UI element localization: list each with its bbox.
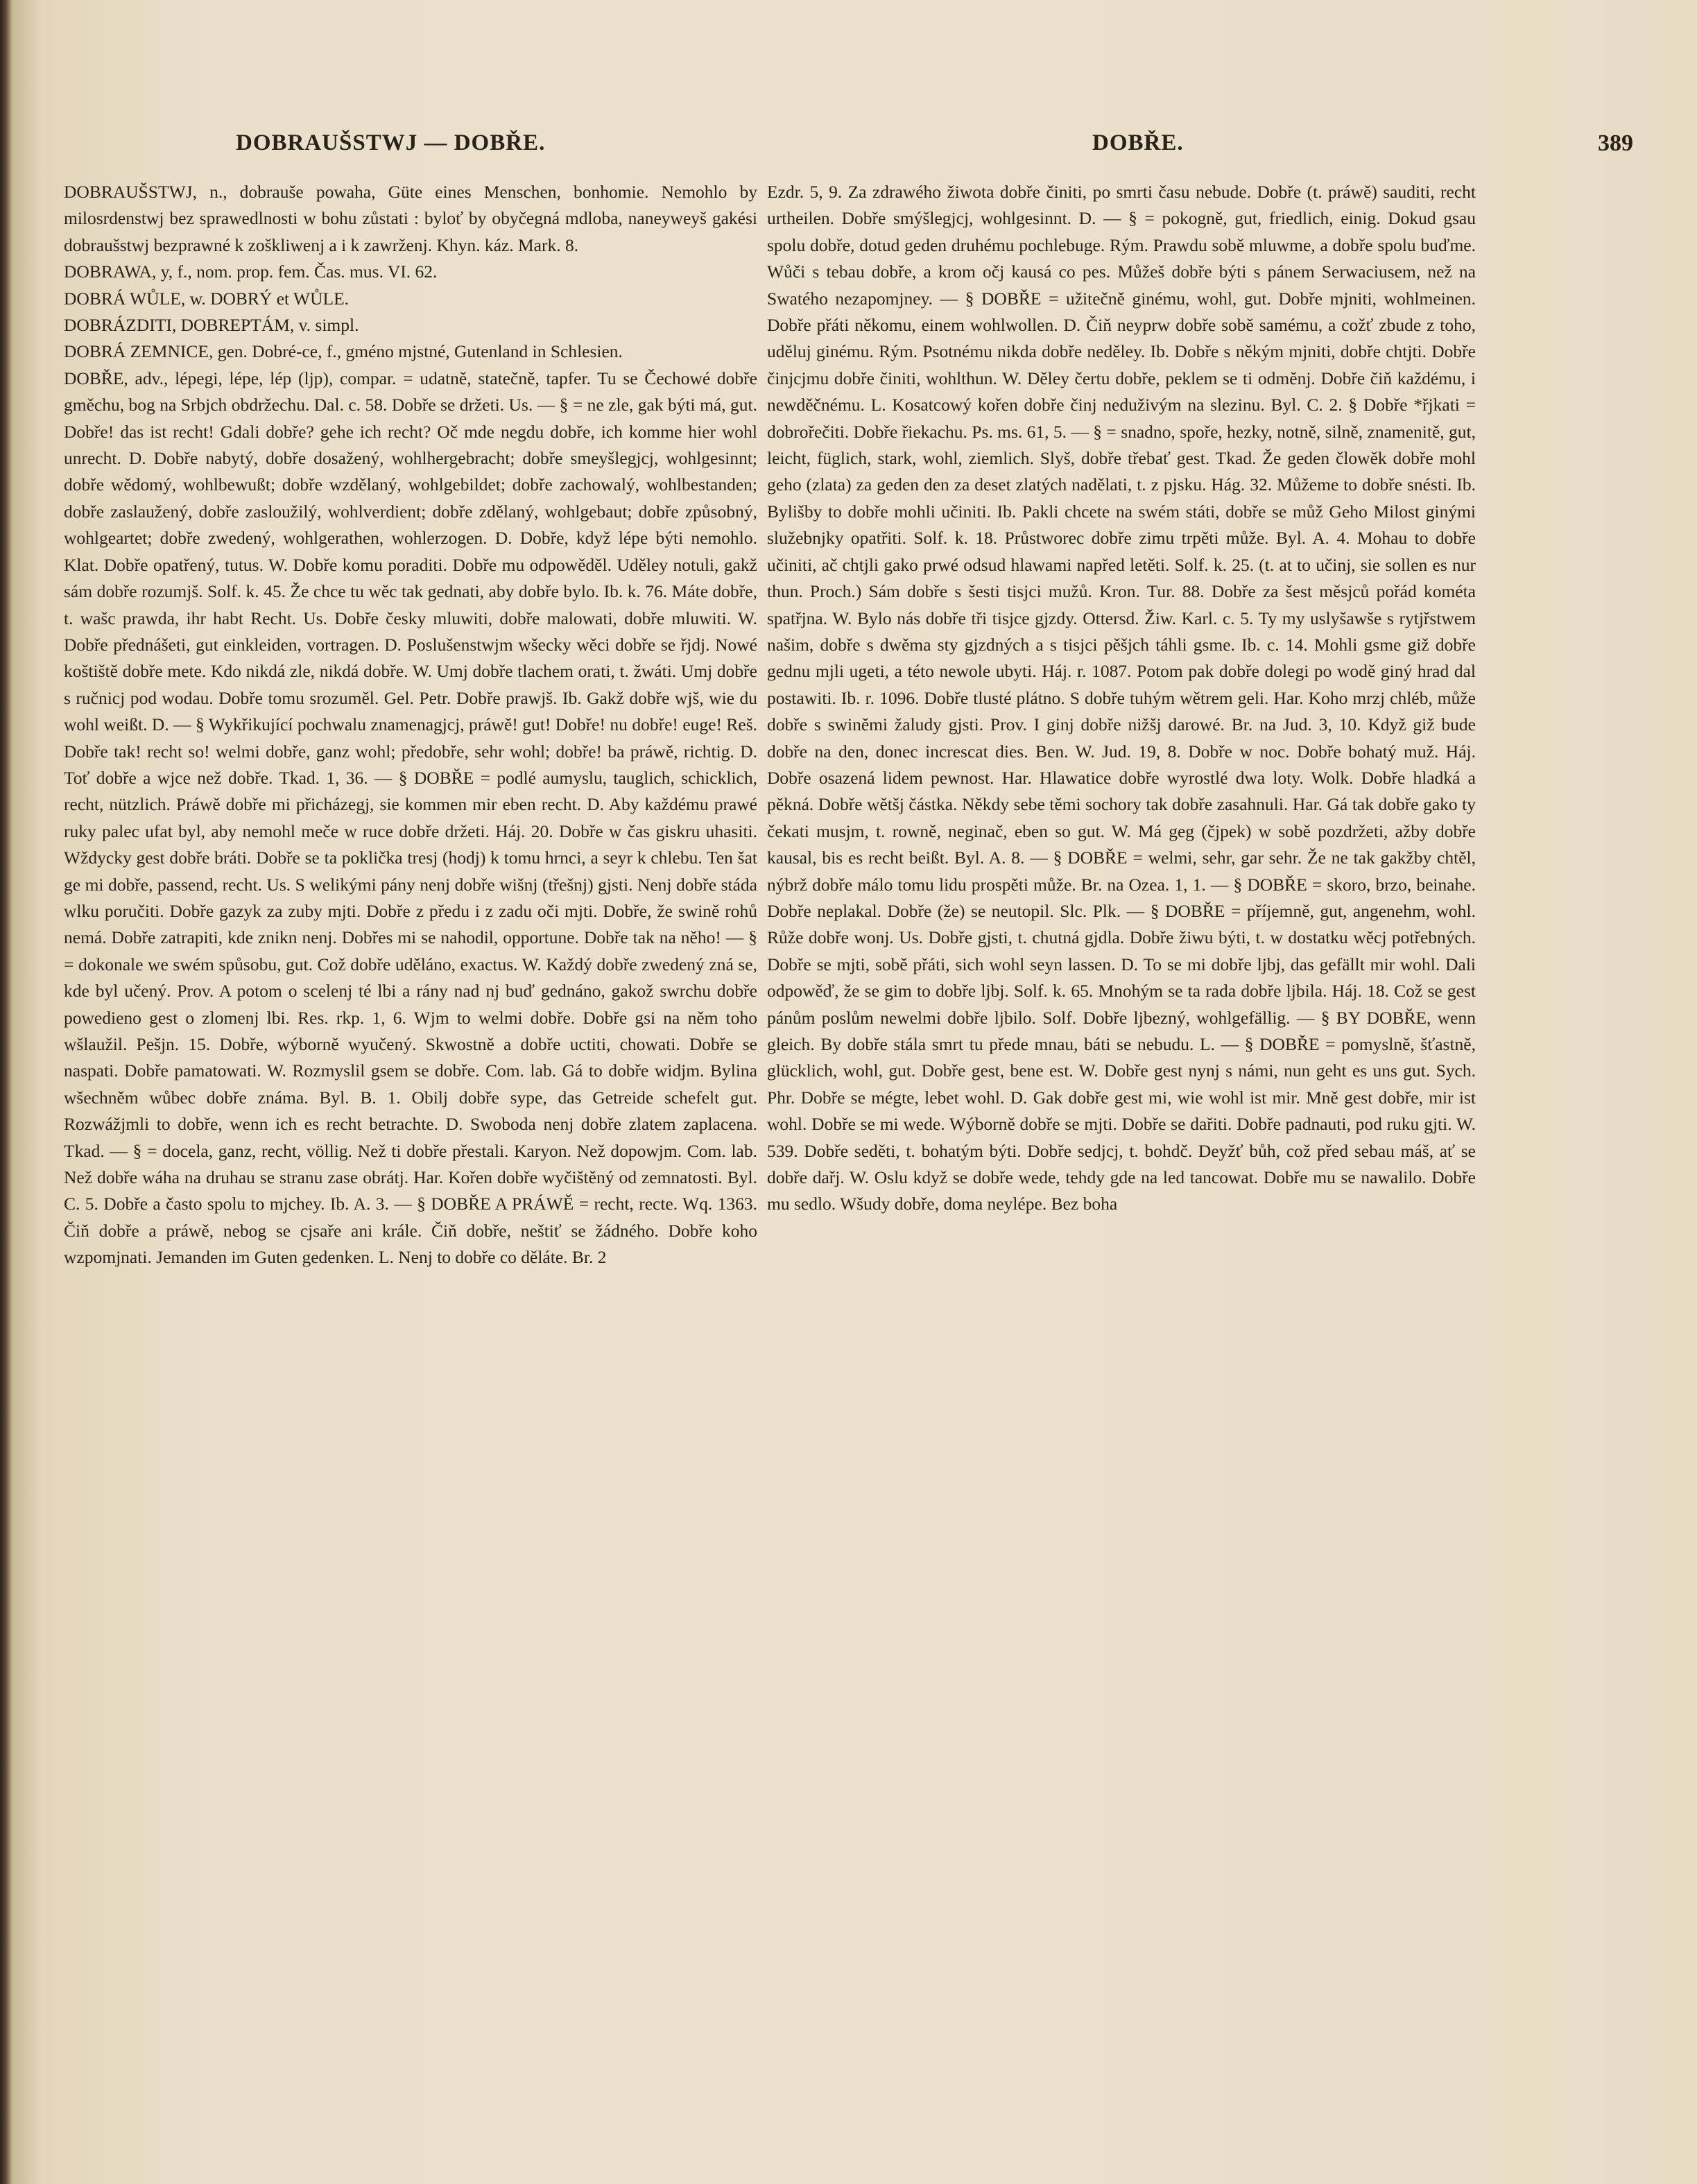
entry-dobrausstwj: DOBRAUŠSTWJ, n., dobrauše powaha, Güte eines Menschen, bonhomie. Nemohlo by milosrdenstwj bez sprawedlnosti w bohu zůstati : byloť by obyčegná mdloba, naneyweyš gakési dobraušstwj bezprawné k zoškliwenj a i k zawrženj. Khyn. káz. Mark. 8.	[64, 182, 757, 255]
entry-dobre-continued: Ezdr. 5, 9. Za zdrawého žiwota dobře činiti, po smrti času nebude. Dobře (t. práwě) sauditi, recht urtheilen. Dobře smýšlegjcj, wohlgesinnt. D. — § = pokogně, gut, friedlich, einig. Dokud gsau spolu dobře, dotud geden druhému pochlebuge. Rým. Prawdu sobě mluwme, a dobře spolu buďme. Wůči s tebau dobře, a krom očj kausá co pes. Můžeš dobře býti s pánem Serwaciusem, než na Swatého nezapomjney. — § DOBŘE = užitečně ginému, wohl, gut. Dobře mjniti, wohlmeinen. Dobře přáti někomu, einem wohlwollen. D. Čiň neyprw dobře sobě samému, a cožť zbude z toho, uděluj ginému. Rým. Psotnému nikda dobře neděley. Ib. Dobře s někým mjniti, dobře chtjti. Dobře činjcjmu dobře činiti, wohlthun. W. Děley čertu dobře, peklem se ti odměnj. Dobře čiň každému, i newděčnému. L. Kosatcowý kořen dobře činj neduživým na slezinu. Byl. C. 2. § Dobře *řjkati = dobrořečiti. Dobře řiekachu. Ps. ms. 61, 5. — § = snadno, spoře, hezky, notně, silně, znamenitě, gut, leicht, füglich, stark, wohl, ziemlich. Slyš, dobře třebať gest. Tkad. Že geden člowěk dobře mohl geho (zlata) za geden den za deset zlatých nadělati, t. z pjsku. Hág. 32. Můžeme to dobře snésti. Ib. Bylišby to dobře mohli učiniti. Ib. Pakli chcete na swém státi, dobře se můž Geho Milost ginými služebnjky opatřiti. Solf. k. 18. Průstworec dobře zimu trpěti může. Byl. A. 4. Mohau to dobře učiniti, ač chtjli gako prwé odsud hlawami napřed letěti. Solf. k. 25. (t. at to učinj, sie sollen es nur thun. Proch.) Sám dobře s šesti tisjci mužů. Kron. Tur. 88. Dobře za šest měsjců pořád kométa spatřjna. W. Bylo nás dobře tři tisjce gjzdy. Ottersd. Žiw. Karl. c. 5. Ty my uslyšawše s rytjřstwem našim, dobře s dwěma sty gjzdných a s tisjci pěšjch táhli gsme. Ib. c. 14. Mohli gsme giž dobře gednu mjli ugeti, a této newole ubyti. Háj. r. 1087. Potom pak dobře dolegi po wodě giný hrad dal postawiti. Ib. r. 1096. Dobře tlusté plátno. S dobře tuhým wětrem geli. Har. Koho mrzj chléb, může dobře s swiněmi žaludy gjsti. Prov. I ginj dobře nižšj darowé. Br. na Jud. 3, 10. Když giž bude dobře na den, donec increscat dies. Ben. W. Jud. 19, 8. Dobře w noc. Dobře bohatý muž. Háj. Dobře osazená lidem pewnost. Har. Hlawatice dobře wyrostlé dwa loty. Wolk. Dobře hladká a pěkná. Dobře wětšj částka. Někdy sebe těmi sochory tak dobře zasahnuli. Har. Gá tak dobře gako ty čekati musjm, t. rowně, neginač, eben so gut. W. Má geg (čjpek) w sobě pozdržeti, ažby dobře kausal, bis es recht beißt. Byl. A. 8. — § DOBŘE = welmi, sehr, gar sehr. Že ne tak gakžby chtěl, nýbrž dobře málo tomu lidu prospěti může. Br. na Ozea. 1, 1. — § DOBŘE = skoro, brzo, beinahe. Dobře neplakal. Dobře (že) se neutopil. Slc. Plk. — § DOBŘE = příjemně, gut, angenehm, wohl. Růže dobře wonj. Us. Dobře gjsti, t. chutná gjdla. Dobře žiwu býti, t. w dostatku wěcj potřebných. Dobře se mjti, sobě přáti, sich wohl seyn lassen. D. To se mi dobře ljbj, das gefällt mir wohl. Dali odpowěď, že se gim to dobře ljbj. Solf. k. 65. Mnohým se ta rada dobře ljbila. Háj. 18. Což se gest pánům poslům newelmi dobře ljbilo. Solf. Dobře ljbezný, wohlgefällig. — § BY DOBŘE, wenn gleich. By dobře stála smrt tu přede mnau, báti se nebudu. L. — § DOBŘE = pomyslně, šťastně, glücklich, wohl, gut. Dobře gest, bene est. W. Dobře gest nynj s námi, nun geht es uns gut. Sych. Phr. Dobře se mégte, lebet wohl. D. Gak dobře gest mi, wie wohl ist mir. Mně gest dobře, mir ist wohl. Dobře se mi wede. Wýborně dobře se mjti. Dobře se dařiti. Dobře padnauti, pod ruku gjti. W. 539. Dobře seděti, t. bohatým býti. Dobře sedjcj, t. bohdč. Deyžť bůh, což před sebau máš, ať se dobře dařj. W. Oslu když se dobře wede, tehdy gde na led tancowat. Dobře mu se nawalilo. Dobře mu sedlo. Wšudy dobře, doma neylépe. Bez boha	[767, 182, 1476, 1214]
entry-dobra-wule: DOBRÁ WŮLE, w. DOBRÝ et WŮLE.	[64, 288, 350, 309]
entry-dobra-zemnice: DOBRÁ ZEMNICE, gen. Dobré-ce, f., gméno mjstné, Gutenland in Schlesien.	[64, 341, 623, 362]
header-right-guideword: DOBŘE.	[1092, 130, 1184, 155]
right-column	[767, 179, 1476, 2079]
entry-dobre: DOBŘE, adv., lépegi, lépe, lép (ljp), compar. = udatně, statečně, tapfer. Tu se Čechowé dobře gměchu, bog na Srbjch obdržechu. Dal. c. 58. Dobře se držeti. Us. — § = ne zle, gak býti má, gut. Dobře! das ist recht! Gdali dobře? gehe ich recht? Oč mde negdu dobře, ich komme hier wohl unrecht. D. Dobře nabytý, dobře dosažený, wohlhergebracht; dobře smeyšlegjcj, wohlgesinnt; dobře wědomý, wohlbewußt; dobře wzdělaný, wohlgebildet; dobře zachowalý, wohlbestanden; dobře zaslaužený, dobře zasloužilý, wohlverdient; dobře zdělaný, wohlgebaut; dobře způsobný, wohlgeartet; dobře zwedený, wohlgerathen, wohlerzogen. D. Dobře, když lépe býti nemohlo. Klat. Dobře opatřený, tutus. W. Dobře komu poraditi. Dobře mu odpowěděl. Uděley notuli, gakž sám dobře rozumjš. Solf. k. 45. Že chce tu wěc tak gednati, aby dobře bylo. Ib. k. 76. Máte dobře, t. wašc prawda, ihr habt Recht. Us. Dobře česky mluwiti, dobře malowati, dobře mluwiti. W. Dobře přednášeti, gut einkleiden, vortragen. D. Poslušenstwjm wšecky wěci dobře se řjdj. Nowé koštiště dobře mete. Kdo nikdá zle, nikdá dobře. W. Umj dobře tlachem orati, t. žwáti. Umj dobře s ručnicj pod wodau. Dobře tomu srozuměl. Gel. Petr. Dobře prawjš. Ib. Gakž dobře wjš, wie du wohl weißt. D. — § Wykřikující pochwalu znamenagjcj, práwě! gut! Dobře! nu dobře! euge! Reš. Dobře tak! recht so! welmi dobře, ganz wohl; předobře, sehr wohl; dobře! ba práwě, richtig. D. Toť dobře a wjce než dobře. Tkad. 1, 36. — § DOBŘE = podlé aumyslu, tauglich, schicklich, recht, nützlich. Práwě dobře mi přicházegj, sie kommen mir eben recht. D. Aby každému prawé ruky palec ufat byl, aby nemohl meče w ruce dobře držeti. Háj. 20. Dobře w čas giskru uhasiti. Wždycky gest dobře bráti. Dobře se ta poklička tresj (hodj) k tomu hrnci, a seyr k chlebu. Ten šat ge mi dobře, passend, recht. Us. S welikými pány nenj dobře wišnj (třešnj) gjsti. Nenj dobře stáda wlku poručiti. Dobře gazyk za zuby mjti. Dobře z předu i z zadu oči mjti. Dobře, že swině rohů nemá. Dobře zatrapiti, kde znikn nenj. Dobřes mi se nahodil, opportune. Dobře tak na něho! — § = dokonale we swém spůsobu, gut. Což dobře uděláno, exactus. W. Každý dobře zwedený zná se, kde byl učený. Prov. A potom o scelenj té lbi a rány nad nj buď gednáno, gakož swrchu dobře powedieno gest o zlomenj lbi. Res. rkp. 1, 6. Wjm to welmi dobře. Dobře gsi na něm toho wšlaužil. Pešjn. 15. Dobře, wýborně wyučený. Skwostně a dobře uctiti, chowati. Dobře se naspati. Dobře pamatowati. W. Rozmyslil gsem se dobře. Com. lab. Gá to dobře widjm. Bylina wšechněm wůbec dobře známa. Byl. B. 1. Obilj dobře sype, das Getreide schefelt gut. Rozwážjmli to dobře, wenn ich es recht betrachte. D. Swoboda nenj dobře zlatem zaplacena. Tkad. — § = docela, ganz, recht, völlig. Než ti dobře přestali. Karyon. Než dopowjm. Com. lab. Než dobře wáha na druhau se stranu zase obrátj. Har. Kořen dobře wyčištěný od zemnatosti. Byl. C. 5. Dobře a často spolu to mjchey. Ib. A. 3. — § DOBŘE A PRÁWĚ = recht, recte. Wq. 1363. Čiň dobře a práwě, nebog se cjsaře ani krále. Čiň dobře, neštiť se žádného. Dobře koho wzpomjnati. Jemanden im Guten gedenken. L. Nenj to dobře co děláte. Br. 2	[64, 368, 757, 1268]
header-left-guideword: DOBRAUŠSTWJ — DOBŘE.	[236, 130, 546, 155]
entry-dobrazditi: DOBRÁZDITI, DOBREPTÁM, v. simpl.	[64, 315, 359, 336]
page-number: 389	[1598, 130, 1633, 156]
left-column	[64, 179, 757, 2079]
running-header	[62, 130, 1655, 172]
entry-dobrawa: DOBRAWA, y, f., nom. prop. fem. Čas. mus. VI. 62.	[64, 261, 438, 282]
